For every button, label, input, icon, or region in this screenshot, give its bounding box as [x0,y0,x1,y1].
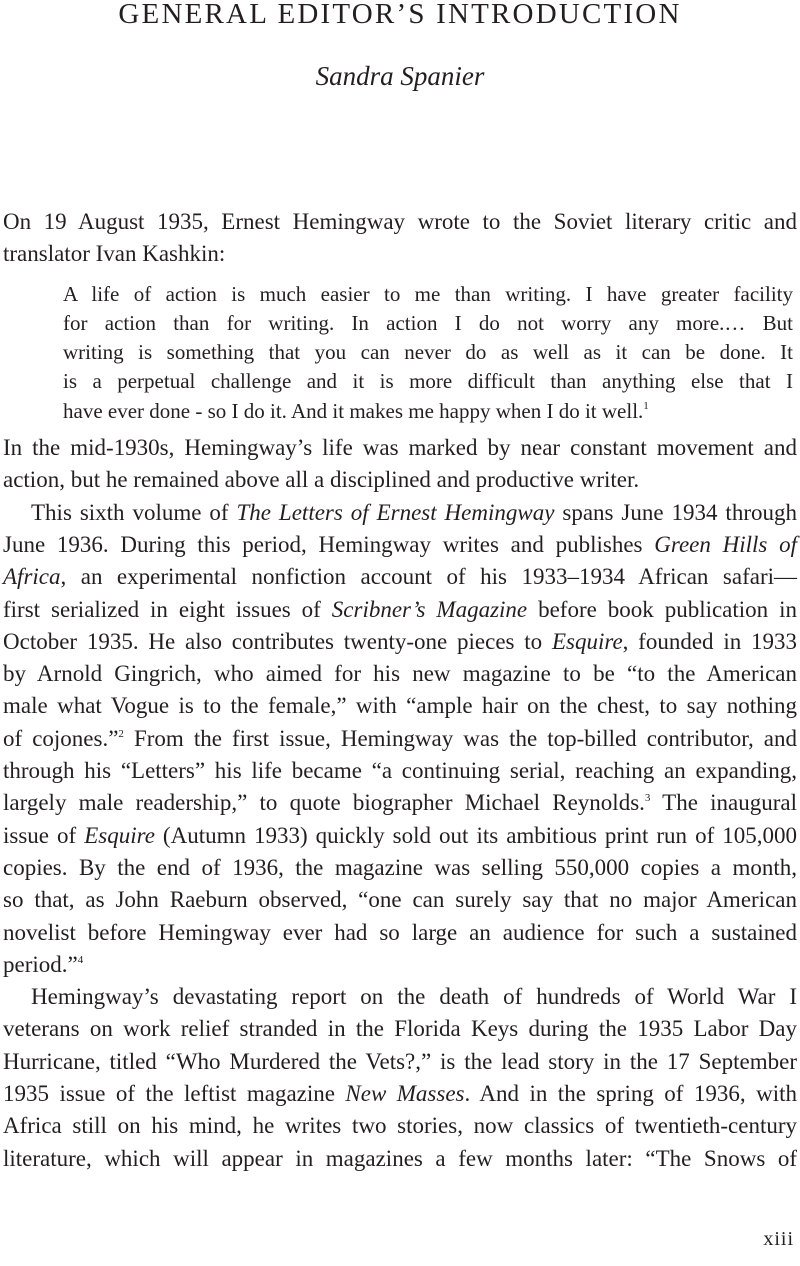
text-line [3,820,797,852]
book-title: Green Hills of [654,531,798,557]
page-number: xiii [763,1228,794,1250]
text-line [3,723,797,755]
text-run: This sixth volume of [31,499,237,525]
text-line [3,594,797,626]
book-title: The Letters of Ernest Hemingway [236,499,555,525]
text-line: by Arnold Gingrich, who aimed for his new magazine to be “to the American [3,661,797,687]
magazine-title: New Masses [345,1081,465,1107]
text-line: through his “Letters” his life became “a continuing serial, reaching an expanding, [3,758,797,784]
quote-line: is a perpetual challenge and it is more difficult than anything else that I [63,369,793,394]
quote-text: have ever done - so I do it. And it makes me happy when I do it well. [63,398,644,423]
text-run: June 1936. During this period, Hemingway writes and publishes [3,531,655,557]
text-run: 1935 issue of the leftist magazine [3,1081,346,1107]
text-run: (Autumn 1933) quickly sold out its ambitious print run of 105,000 [154,822,797,848]
text-run: period.” [3,951,78,977]
text-run: before book publication in [527,596,797,622]
text-line: male what Vogue is to the female,” with “ample hair on the chest, to say nothing [3,693,797,719]
paragraph-1 [3,432,797,497]
text-line [3,529,797,561]
magazine-title: Esquire [84,822,155,848]
footnote-marker: 3 [644,792,651,805]
quote-line: writing is something that you can never do as well as it can be done. It [63,340,793,365]
text-line: On 19 August 1935, Ernest Hemingway wrote to the Soviet literary critic and [3,209,797,234]
text-line [3,626,797,658]
text-line [3,561,797,593]
text-line: Hemingway’s devastating report on the death of hundreds of World War I [31,984,797,1010]
text-line [3,949,797,981]
text-run: first serialized in eight issues of [3,596,332,622]
text-run: From the first issue, Hemingway was the top-billed contributor, and [123,725,797,751]
text-line: literature, which will appear in magazines a few months later: “The Snows of [3,1145,797,1171]
text-run: of cojones.” [3,725,119,751]
book-title: Africa [3,564,61,590]
paragraph-3 [3,981,797,1175]
text-line: action, but he remained above all a disciplined and productive writer. [3,467,640,493]
text-run: October 1935. He also contributes twenty-one pieces to [3,628,552,654]
author-name: Sandra Spanier [315,61,485,91]
text-line: Africa still on his mind, he writes two stories, now classics of twentieth-century [3,1113,797,1139]
paragraph-2 [3,497,797,981]
footnote-marker: 1 [643,399,649,412]
footnote-marker: 2 [118,727,124,740]
quote-line [63,397,793,426]
text-line: veterans on work relief stranded in the Florida Keys during the 1935 Labor Day [3,1016,797,1042]
block-quote [3,280,797,426]
magazine-title: Esquire [551,628,623,654]
text-line: In the mid-1930s, Hemingway’s life was marked by near constant movement and [3,435,797,461]
intro-paragraph [3,206,797,271]
text-run: . And in the spring of 1936, with [464,1081,797,1107]
chapter-heading: GENERAL EDITOR’S INTRODUCTION [118,0,682,30]
text-line: translator Ivan Kashkin: [3,241,226,267]
text-line [3,1078,797,1110]
text-line: so that, as John Raeburn observed, “one can surely say that no major American [3,887,797,913]
body-text [3,206,797,1175]
footnote-marker: 4 [77,953,84,966]
text-line: novelist before Hemingway ever had so large an audience for such a sustained [3,919,797,945]
text-run: issue of [3,822,85,848]
text-line: copies. By the end of 1936, the magazine was selling 550,000 copies a month, [3,854,797,880]
quote-line: A life of action is much easier to me than writing. I have greater facility [63,281,793,306]
text-line [3,497,797,529]
text-line [3,787,797,819]
text-run: , an experimental nonfiction account of his 1933–1934 African safari— [60,564,797,590]
text-run: spans June 1934 through [554,499,797,525]
magazine-title: Scribner’s Magazine [331,596,528,622]
quote-line: for action than for writing. In action I do not worry any more.… But [63,310,793,335]
text-run: The inaugural [650,790,797,816]
text-run: largely male readership,” to quote biographer Michael Reynolds. [3,790,645,816]
text-line: Hurricane, titled “Who Murdered the Vets?,” is the lead story in the 17 September [3,1048,797,1074]
text-run: , founded in 1933 [622,628,797,654]
